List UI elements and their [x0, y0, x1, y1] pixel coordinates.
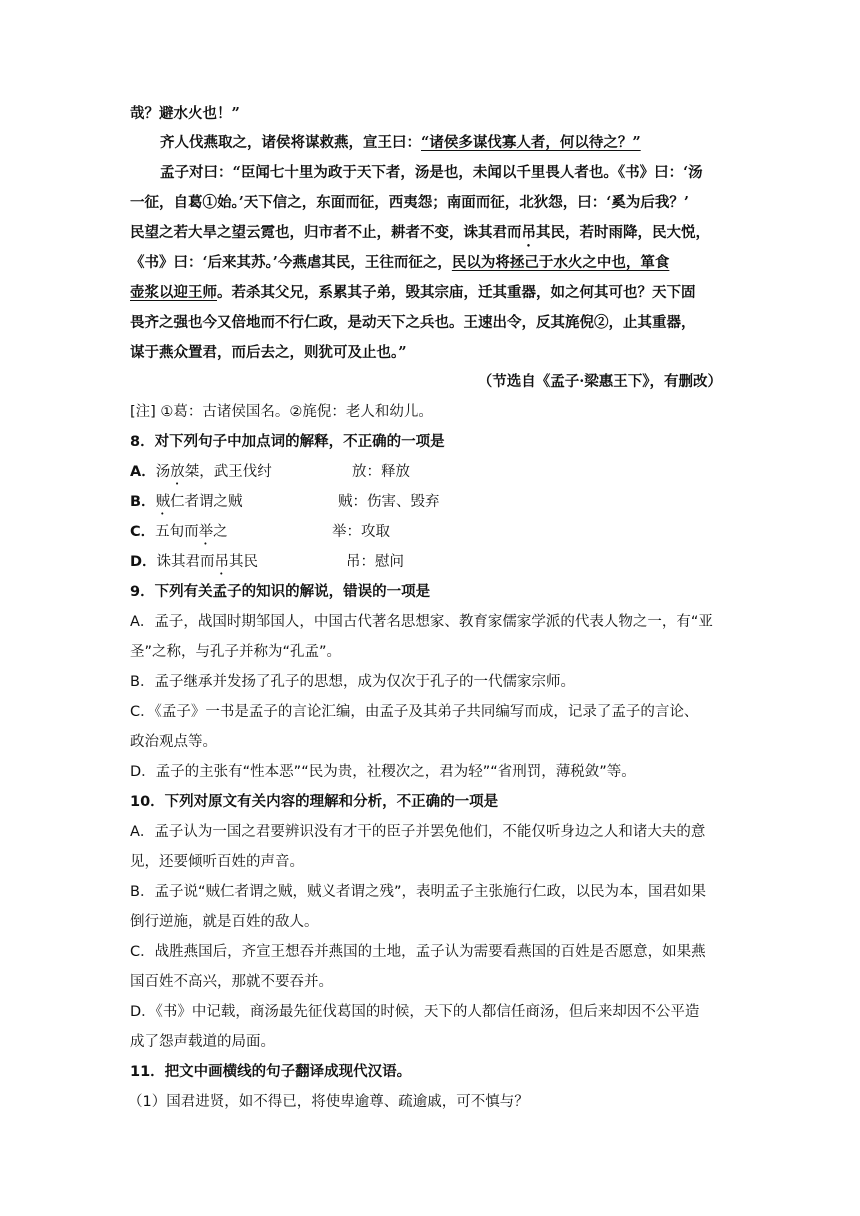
- question-8-option-c: [130, 522, 228, 548]
- passage-line: [130, 283, 696, 303]
- question-8-gloss-b: 贼：伤害、毁弃: [338, 494, 440, 510]
- passage-line: 畏齐之强也今又倍地而不行仁政，是动天下之兵也。王速出令，反其旄倪②，止其重器，: [130, 314, 696, 331]
- underlined-sentence: 壶浆以迎王师: [130, 284, 217, 301]
- question-8-gloss-d: 吊：慰问: [346, 554, 404, 570]
- option-text: 汤: [155, 464, 171, 480]
- question-9-option-d: D．孟子的主张有“性本恶”“民为贵，社稷次之，君为轻”“省刑罚，薄税敛”等。: [130, 764, 636, 780]
- passage-line: 一征，自葛①始。’天下信之，东面而征，西夷怨；南面而征，北狄怨，曰：‘奚为后我？’: [130, 194, 689, 211]
- question-9-option-c-cont: 政治观点等。: [130, 734, 217, 750]
- underlined-sentence: 民以为将拯己于水火之中也，箪食: [451, 254, 670, 271]
- option-text: 诛其君而: [156, 554, 215, 570]
- option-text: 之: [213, 524, 228, 540]
- passage-text: 民望之若大旱之望云霓也，归市者不止，耕者不变，诛其君而: [130, 224, 522, 241]
- question-8-option-b: [130, 492, 243, 518]
- dotted-word: 放: [170, 464, 185, 480]
- passage-text: 。若杀其父兄，系累其子弟，毁其宗庙，迁其重器，如之何其可也？天下固: [217, 284, 696, 301]
- passage-text: 《书》曰：‘后来其苏。’今燕虐其民，王往而征之，: [130, 254, 452, 271]
- option-letter: B．: [130, 494, 156, 510]
- option-letter: A．: [130, 464, 156, 480]
- option-text: 桀，武王伐纣: [184, 464, 272, 480]
- footnote: [注] ①葛：古诸侯国名。②旄倪：老人和幼儿。: [130, 404, 433, 420]
- question-8-gloss-c: 举：攻取: [332, 524, 390, 540]
- passage-line: [160, 133, 641, 153]
- dotted-word: 吊: [214, 554, 230, 570]
- option-text: 仁者谓之贼: [170, 494, 243, 510]
- question-11-stem: 11．把文中画横线的句子翻译成现代汉语。: [130, 1064, 412, 1080]
- question-9-option-c: C．《孟子》一书是孟子的言论汇编，由孟子及其弟子共同编写而成，记录了孟子的言论、: [130, 704, 699, 720]
- question-8-stem: 8．对下列句子中加点词的解释，不正确的一项是: [130, 434, 445, 450]
- question-10-option-c-cont: 国百姓不高兴，那就不要吞并。: [130, 974, 333, 990]
- question-10-stem: 10．下列对原文有关内容的理解和分析，不正确的一项是: [130, 794, 499, 810]
- passage-line: [130, 253, 669, 273]
- passage-text: 齐人伐燕取之，诸侯将谋救燕，宣王曰：: [160, 134, 421, 151]
- question-9-option-b: B．孟子继承并发扬了孔子的思想，成为仅次于孔子的一代儒家宗师。: [130, 674, 575, 690]
- question-8-option-a: [130, 462, 272, 488]
- question-9-option-a: A．孟子，战国时期邹国人，中国古代著名思想家、教育家儒家学派的代表人物之一，有“亚: [130, 614, 713, 630]
- option-text: 五旬而: [155, 524, 199, 540]
- question-8-gloss-a: 放：释放: [352, 464, 410, 480]
- dotted-word: 吊: [521, 224, 536, 241]
- underlined-sentence: “诸侯多谋伐寡人者，何以待之？”: [421, 134, 641, 151]
- question-10-option-a-cont: 见，还要倾听百姓的声音。: [130, 854, 304, 870]
- question-8-option-d: [130, 552, 258, 578]
- question-10-option-d-cont: 成了怨声载道的局面。: [130, 1034, 275, 1050]
- option-text: 其民: [229, 554, 259, 570]
- dotted-word: 贼: [155, 494, 171, 510]
- question-10-option-c: C．战胜燕国后，齐宣王想吞并燕国的土地，孟子认为需要看燕国的百姓是否愿意，如果燕: [130, 944, 706, 960]
- option-letter: C．: [130, 524, 156, 540]
- question-10-option-a: A．孟子认为一国之君要辨识没有才干的臣子并罢免他们，不能仅听身边之人和诸大夫的意: [130, 824, 706, 840]
- dotted-word: 举: [198, 524, 214, 540]
- question-11-item-1: （1）国君进贤，如不得已，将使卑逾尊、疏逾戚，可不慎与？: [128, 1094, 529, 1110]
- question-9-option-a-cont: 圣”之称，与孔子并称为“孔孟”。: [130, 644, 342, 660]
- passage-line: [130, 223, 710, 250]
- passage-source: （节选自《孟子·梁惠王下》，有删改）: [477, 373, 722, 390]
- question-10-option-d: D．《书》中记载，商汤最先征伐葛国的时候，天下的人都信任商汤，但后来却因不公平造: [130, 1004, 700, 1020]
- question-9-stem: 9．下列有关孟子的知识的解说，错误的一项是: [130, 584, 431, 600]
- question-10-option-b-cont: 倒行逆施，就是百姓的敌人。: [130, 914, 319, 930]
- passage-text: 其民，若时雨降，民大悦，: [536, 224, 710, 241]
- passage-line: 谋于燕众置君，而后去之，则犹可及止也。”: [130, 344, 407, 361]
- passage-line: 哉？避水火也！”: [130, 105, 240, 122]
- question-10-option-b: B．孟子说“贼仁者谓之贼，贼义者谓之残”，表明孟子主张施行仁政，以民为本，国君如果: [130, 884, 706, 900]
- passage-line: 孟子对曰：“臣闻七十里为政于天下者，汤是也，未闻以千里畏人者也。《书》曰：‘汤: [160, 164, 703, 181]
- option-letter: D．: [130, 554, 157, 570]
